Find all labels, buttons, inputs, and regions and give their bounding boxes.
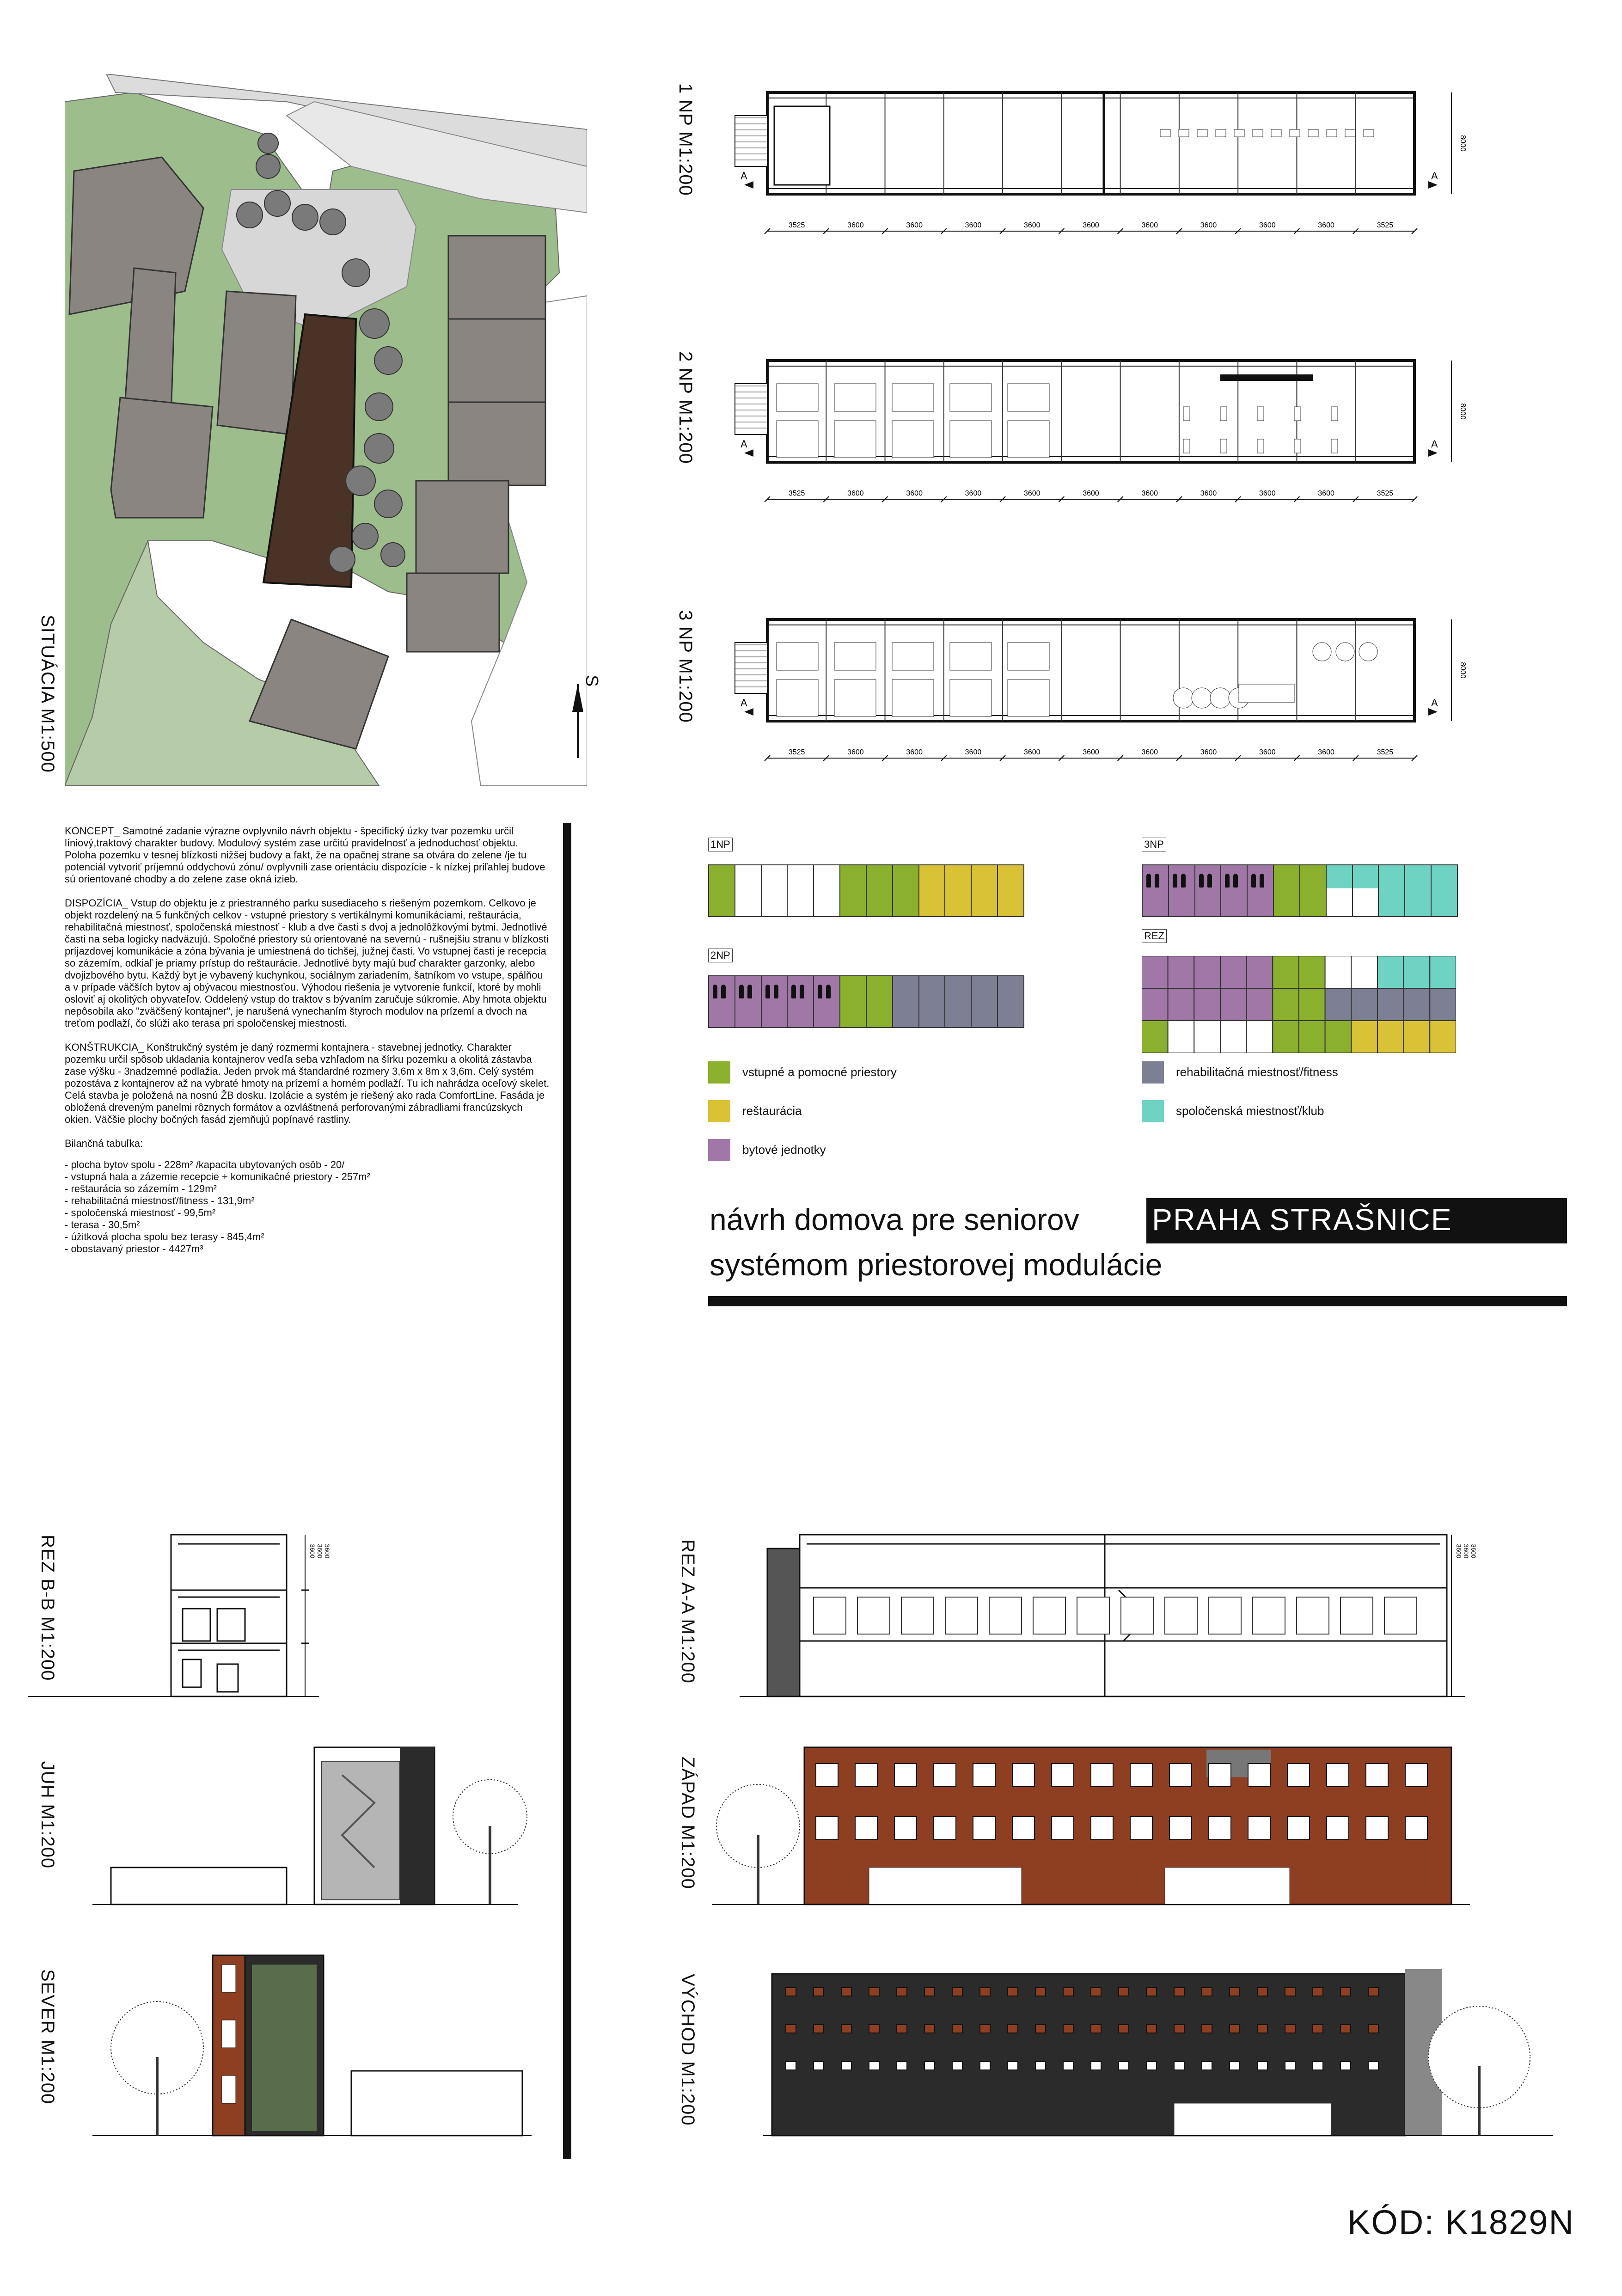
dimension-label: 3600 — [906, 748, 923, 756]
label-sever: SEVER M1:200 — [37, 1969, 58, 2105]
diagram-2np — [708, 975, 1024, 1028]
facade-window — [894, 1817, 917, 1840]
facade-window — [1230, 2025, 1240, 2033]
facade-window — [1174, 2062, 1184, 2070]
floor-plan-1np — [721, 79, 1507, 296]
facade-window — [1257, 1988, 1267, 1996]
module — [1379, 865, 1405, 916]
facade-window — [1035, 1988, 1046, 1996]
diagram-label-rez: REZ — [1142, 929, 1167, 943]
module — [1300, 865, 1327, 916]
label-zapad: ZÁPAD M1:200 — [678, 1757, 698, 1889]
dimension-label: 3600 — [906, 490, 923, 497]
facade-window — [1366, 1763, 1388, 1787]
facade-window — [1209, 1597, 1241, 1634]
section-mark-right: A — [1431, 697, 1438, 709]
facade-window — [1146, 2062, 1157, 2070]
facade-window — [1209, 1763, 1231, 1787]
module — [919, 865, 946, 916]
facade-window — [1257, 2025, 1267, 2033]
module — [1169, 865, 1195, 916]
facade-window — [841, 2062, 851, 2070]
dimension-label: 3600 — [1200, 490, 1217, 497]
facade-window — [980, 1988, 990, 1996]
facade-window — [1165, 1597, 1197, 1634]
facade-window — [1384, 1597, 1417, 1634]
floor-plan-label-1np: 1 NP M1:200 — [675, 83, 696, 196]
facade-window — [1327, 1763, 1349, 1787]
facade-window — [894, 1763, 917, 1787]
facade-window — [816, 1817, 838, 1840]
facade-window — [1033, 1597, 1065, 1634]
facade-window — [841, 2025, 851, 2033]
facade-window — [1368, 1988, 1378, 1996]
facade-window — [952, 2062, 962, 2070]
facade-window — [897, 1988, 907, 1996]
facade-window — [1340, 1988, 1351, 1996]
disposition-paragraph: DISPOZÍCIA_ Vstup do objektu je z priestranného parku susediaceho s riešeným pozemkom. Celkovo je objekt rozdelený na 5 funkčných celkov - vstupné priestory s vertikálnymi komunikáciami, reštaurácia, rehabilitačná miestnosť, spoločenská miestnosť - klub a dve časti s dvoj a jednolôžkovými bytmi. Jednotlivé časti na seba logicky nadväzujú. Spoločné priestory sú orientované na severnú - rušnejšiu stranu v blízkosti príjazdovej komunikácie a zóna bývania je umiestnená do tichšej, južnej časti. Vo vstupnej časti je recepcia so zázemím, odkiaľ je priamy prístup do reštaurácie. Jednotlivé byty majú buď charakter garzonky, alebo dvojizbového bytu. Každý byt je vybavený kuchynkou, sociálnym zariadením, šatníkom vo vstupe, spálňou a v prípade väčších bytov aj obývacou miestnosťou. Výhodou riešenia je vytvorenie funkcií, ktoré by mohli osloviť aj okolitých obyvateľov. Oddelený vstup do traktov s bývaním zaručuje súkromie. Aby hmota objektu nepôsobila ako "zväčšený kontajner", je narušená vynechaním štyroch modulov na prízemí a dvoch na treťom podlaží, čo slúži ako terasa pri spoločenskej miestnosti. — [65, 897, 549, 1029]
facade-window — [841, 1988, 851, 1996]
dimension-label: 3600 — [965, 490, 982, 497]
module — [735, 976, 762, 1027]
facade-window — [1313, 1988, 1323, 1996]
module — [867, 976, 893, 1027]
facade-window — [1248, 1817, 1270, 1840]
facade-window — [1146, 1988, 1157, 1996]
module — [998, 976, 1023, 1027]
facade-window — [1063, 1988, 1073, 1996]
facade-window — [1366, 1817, 1388, 1840]
dimension-label: 3600 — [1259, 221, 1276, 229]
facade-window — [786, 2025, 796, 2033]
title-highlight-text: PRAHA STRAŠNICE — [1152, 1202, 1452, 1237]
module — [998, 865, 1023, 916]
facade-window — [1313, 2062, 1323, 2070]
legend-label-housing: bytové jednotky — [742, 1143, 826, 1157]
table-item: - obostavaný priestor - 4427m³ — [65, 1243, 203, 1255]
dimension-label: 3600 — [1083, 748, 1099, 756]
facade-window — [1146, 2025, 1157, 2033]
title-line1: návrh domova pre seniorov — [710, 1202, 1079, 1237]
dimension-label: 3600 — [1141, 490, 1158, 497]
facade-window — [1012, 1817, 1034, 1840]
module — [1274, 865, 1300, 916]
elevation-sever — [92, 1955, 532, 2136]
dimension-label: 3600 — [1023, 221, 1041, 229]
facade-window — [1285, 1988, 1295, 1996]
module — [840, 976, 867, 1027]
module — [1327, 865, 1353, 916]
dimension-label: 3600 — [1023, 490, 1041, 497]
facade-window — [924, 2025, 935, 2033]
level-dim: 3600 — [1470, 1544, 1477, 1559]
dimension-label: 3600 — [1318, 221, 1334, 229]
table-item: - vstupná hala a zázemie recepcie + komunikačné priestory - 257m² — [65, 1171, 370, 1182]
facade-window — [1130, 1763, 1152, 1787]
floor-plan-2np — [721, 347, 1507, 564]
dimension-label: 3600 — [1318, 490, 1334, 497]
section-mark-left: A — [741, 697, 747, 709]
facade-window — [934, 1817, 956, 1840]
diagram-rez — [1142, 956, 1456, 1053]
facade-window — [1091, 1988, 1101, 1996]
dimension-label: 3600 — [847, 221, 864, 229]
facade-window — [1209, 1817, 1231, 1840]
dimension-label: 3600 — [847, 748, 864, 756]
facade-window — [1008, 1988, 1018, 1996]
facade-window — [973, 1763, 995, 1787]
dimension-label: 3600 — [965, 748, 982, 756]
facade-window — [897, 2025, 907, 2033]
facade-window — [1202, 2062, 1212, 2070]
section-mark-left: A — [741, 438, 747, 450]
dimension-label: 3600 — [847, 490, 864, 497]
label-rez-aa: REZ A-A M1:200 — [678, 1539, 698, 1684]
facade-window — [1340, 2025, 1351, 2033]
level-dims-bb — [309, 1544, 331, 1595]
title-line2: systémom priestorovej modulácie — [710, 1248, 1163, 1282]
section-mark-right: A — [1431, 170, 1438, 182]
module — [1353, 865, 1379, 916]
table-item: - rehabilitačná miestnosť/fitness - 131,9m² — [65, 1195, 255, 1206]
facade-window — [1174, 2025, 1184, 2033]
facade-window — [924, 2062, 935, 2070]
dimension-label: 3525 — [1377, 221, 1394, 229]
facade-window — [1169, 1817, 1192, 1840]
facade-window — [786, 1988, 796, 1996]
legend-label-entry: vstupné a pomocné priestory — [742, 1065, 897, 1079]
facade-window — [1091, 2025, 1101, 2033]
module — [919, 976, 946, 1027]
module — [840, 865, 867, 916]
module — [972, 865, 998, 916]
module — [972, 976, 998, 1027]
dimension-label: 3600 — [1141, 221, 1158, 229]
label-rez-bb: REZ B-B M1:200 — [37, 1535, 58, 1681]
facade-window — [1287, 1763, 1310, 1787]
diagram-label-1np: 1NP — [708, 838, 733, 851]
facade-window — [980, 2025, 990, 2033]
facade-window — [924, 1988, 935, 1996]
facade-window — [1405, 1763, 1427, 1787]
table-item: - reštaurácia so zázemím - 129m² — [65, 1183, 217, 1194]
facade-window — [1368, 2025, 1378, 2033]
facade-window — [1063, 2062, 1073, 2070]
site-plan-label: SITUÁCIA M1:500 — [37, 615, 58, 773]
facade-window — [1202, 2025, 1212, 2033]
facade-window — [1119, 1988, 1129, 1996]
level-dim: 3600 — [1455, 1544, 1463, 1559]
facade-window — [1405, 1817, 1427, 1840]
module — [1143, 865, 1169, 916]
facade-window — [1313, 2025, 1323, 2033]
dimension-label: 3525 — [1377, 748, 1394, 756]
dimension-label: 3600 — [1083, 221, 1099, 229]
table-item: - úžitková plocha spolu bez terasy - 845,4m² — [65, 1231, 264, 1243]
dimension-label: 3600 — [965, 221, 982, 229]
height-dimension-label: 8000 — [1459, 403, 1467, 420]
facade-window — [857, 1597, 890, 1634]
facade-window — [814, 2025, 824, 2033]
text-block — [65, 825, 550, 1255]
elevations-drawing — [0, 1502, 1622, 2159]
facade-window — [1119, 2062, 1129, 2070]
facade-window — [1297, 1597, 1329, 1634]
facade-window — [1035, 2025, 1046, 2033]
facade-window — [786, 2062, 796, 2070]
elevation-juh — [92, 1747, 527, 1904]
facade-window — [1008, 2062, 1018, 2070]
facade-window — [1174, 1988, 1184, 1996]
level-dim: 3600 — [316, 1544, 324, 1559]
facade-window — [1012, 1763, 1034, 1787]
facade-window — [1230, 2062, 1240, 2070]
rez-grid — [1142, 956, 1456, 1053]
construction-paragraph: KONŠTRUKCIA_ Konštrukčný systém je daný rozmermi kontajnera - stavebnej jednotky. Charakter pozemku určil spôsob ukladania kontajnerov vedľa seba vzhľadom na šírku pozemku a okolitá zástavba zase výšku - 3nadzemné podlažia. Jeden prvok má štandardné rozmery 3,6m x 8m x 3,6m. Celý systém pozostáva z kontajnerov až na vybraté hmoty na prízemí a horném podlaží. Tu ich nahrádza oceľový skelet. Celá stavba je položená na nosnú ŽB dosku. Izolácie a systém je riešený ako rada ComfortLine. Fasáda je obložená dreveným panelmi rôznych formátov a ozvláštnená perforovanými zábradliami francúzskych okien. Väčšie plochy bočných fasád zjemňujú popínavé rastliny. — [65, 1041, 550, 1125]
level-dim: 3600 — [1463, 1544, 1470, 1559]
facade-window — [1202, 1988, 1212, 1996]
facade-window — [989, 1597, 1022, 1634]
dimension-label: 3600 — [1259, 748, 1276, 756]
rez-bb — [28, 1535, 319, 1696]
dimension-label: 3600 — [1200, 748, 1217, 756]
facade-window — [1091, 2062, 1101, 2070]
facade-window — [934, 1763, 956, 1787]
facade-window — [945, 1597, 978, 1634]
height-dimension-label: 8000 — [1459, 135, 1467, 152]
level-dims-aa — [1455, 1544, 1477, 1595]
elevation-vychod — [763, 1969, 1553, 2136]
facade-window — [855, 1763, 877, 1787]
module — [709, 865, 735, 916]
dimension-label: 3600 — [1141, 748, 1158, 756]
diagram-label-3np: 3NP — [1142, 838, 1166, 851]
module — [893, 976, 919, 1027]
facade-window — [1285, 2062, 1295, 2070]
facade-window — [973, 1817, 995, 1840]
facade-window — [1368, 2062, 1378, 2070]
module — [1248, 865, 1274, 916]
facade-window — [1063, 2025, 1073, 2033]
level-dim: 3600 — [309, 1544, 316, 1559]
facade-window — [1008, 2025, 1018, 2033]
module — [735, 865, 762, 916]
facade-window — [855, 1817, 877, 1840]
level-dim: 3600 — [324, 1544, 331, 1559]
diagram-label-2np: 2NP — [708, 949, 733, 962]
facade-window — [1035, 2062, 1046, 2070]
facade-window — [1130, 1817, 1152, 1840]
section-mark-left: A — [741, 170, 747, 182]
facade-window — [1052, 1817, 1074, 1840]
module — [762, 865, 788, 916]
label-juh: JUH M1:200 — [37, 1761, 58, 1869]
legend-swatch-restaurant — [708, 1100, 730, 1122]
facade-window — [952, 1988, 962, 1996]
dimension-label: 3600 — [1318, 748, 1334, 756]
legend-label-club: spoločenská miestnosť/klub — [1176, 1104, 1324, 1118]
table-item: - spoločenská miestnosť - 99,5m² — [65, 1207, 216, 1218]
facade-window — [1287, 1817, 1310, 1840]
height-dimension-label: 8000 — [1459, 662, 1467, 679]
facade-window — [1257, 2062, 1267, 2070]
facade-window — [1285, 2025, 1295, 2033]
floor-plan-3np — [721, 606, 1507, 823]
dimension-label: 3600 — [1083, 490, 1099, 497]
facade-window — [814, 1988, 824, 1996]
facade-window — [1230, 1988, 1240, 1996]
facade-window — [869, 1988, 879, 1996]
dimension-label: 3600 — [1023, 748, 1041, 756]
label-vychod: VÝCHOD M1:200 — [678, 1974, 698, 2126]
facade-window — [897, 2062, 907, 2070]
facade-window — [952, 2025, 962, 2033]
facade-window — [1248, 1763, 1270, 1787]
facade-window — [1052, 1763, 1074, 1787]
facade-window — [869, 2062, 879, 2070]
facade-window — [1340, 1597, 1373, 1634]
site-plan-drawing — [65, 74, 587, 786]
facade-window — [1119, 2025, 1129, 2033]
north-symbol: S — [582, 675, 601, 687]
facade-window — [1340, 2062, 1351, 2070]
legend-swatch-housing — [708, 1139, 730, 1161]
facade-window — [1091, 1817, 1113, 1840]
facade-window — [1121, 1597, 1153, 1634]
module — [893, 865, 919, 916]
legend-swatch-club — [1142, 1100, 1164, 1122]
diagram-1np — [708, 864, 1024, 917]
legend-label-rehab: rehabilitačná miestnosť/fitness — [1176, 1065, 1338, 1079]
table-item: - terasa - 30,5m² — [65, 1219, 140, 1231]
module — [945, 865, 972, 916]
facade-window — [1077, 1597, 1109, 1634]
dimension-label: 3600 — [1259, 490, 1276, 497]
facade-window — [901, 1597, 934, 1634]
table-item: - plocha bytov spolu - 228m² /kapacita ubytovaných osôb - 20/ — [65, 1159, 345, 1170]
module — [867, 865, 893, 916]
diagram-3np — [1142, 864, 1458, 917]
balance-table — [65, 1159, 550, 1255]
module — [814, 976, 840, 1027]
dimension-label: 3600 — [906, 221, 923, 229]
dimension-label: 3600 — [1200, 221, 1217, 229]
facade-window — [1253, 1597, 1285, 1634]
title-underline — [708, 1296, 1567, 1306]
floor-plan-label-3np: 3 NP M1:200 — [675, 610, 696, 723]
module — [1405, 865, 1432, 916]
project-code: KÓD: K1829N — [1347, 2203, 1574, 2241]
module — [788, 865, 814, 916]
dimension-label: 3525 — [788, 490, 805, 497]
facade-window — [869, 2025, 879, 2033]
facade-window — [816, 1763, 838, 1787]
facade-window — [814, 2062, 824, 2070]
dimension-label: 3525 — [1377, 490, 1394, 497]
facade-window — [1169, 1763, 1192, 1787]
legend-swatch-entry — [708, 1061, 730, 1084]
table-title: Bilančná tabuľka: — [65, 1138, 143, 1149]
facade-window — [1327, 1817, 1349, 1840]
concept-paragraph: KONCEPT_ Samotné zadanie výrazne ovplyvnilo návrh objektu - špecifický úzky tvar pozemku určil líniový,traktový charakter budovy. Modulový systém zase určitú pravidelnosť a jednoduchosť objektu. Poloha pozemku v tesnej blízkosti nižšej budovy a fakt, že na opačnej strane sa otvára do zelene /je tu potenciál vytvoriť príjemnú oddychovú zónu/ ovplyvnili zase orientáciu dispozície - k nízkej priľahlej budove sú orientované chodby a do zelene zase okná izieb. — [65, 825, 545, 885]
module — [788, 976, 814, 1027]
facade-window — [814, 1597, 846, 1634]
module — [1432, 865, 1457, 916]
module — [1195, 865, 1222, 916]
facade-window — [980, 2062, 990, 2070]
legend-swatch-rehab — [1142, 1061, 1164, 1084]
module — [814, 865, 840, 916]
floor-plan-label-2np: 2 NP M1:200 — [675, 351, 696, 464]
module — [709, 976, 735, 1027]
module — [1221, 865, 1248, 916]
dimension-label: 3525 — [788, 221, 805, 229]
dimension-label: 3525 — [788, 748, 805, 756]
section-mark-right: A — [1431, 438, 1438, 450]
facade-window — [1091, 1763, 1113, 1787]
module — [762, 976, 788, 1027]
module — [945, 976, 972, 1027]
legend-label-restaurant: reštaurácia — [742, 1104, 802, 1118]
site-plan — [65, 74, 601, 786]
